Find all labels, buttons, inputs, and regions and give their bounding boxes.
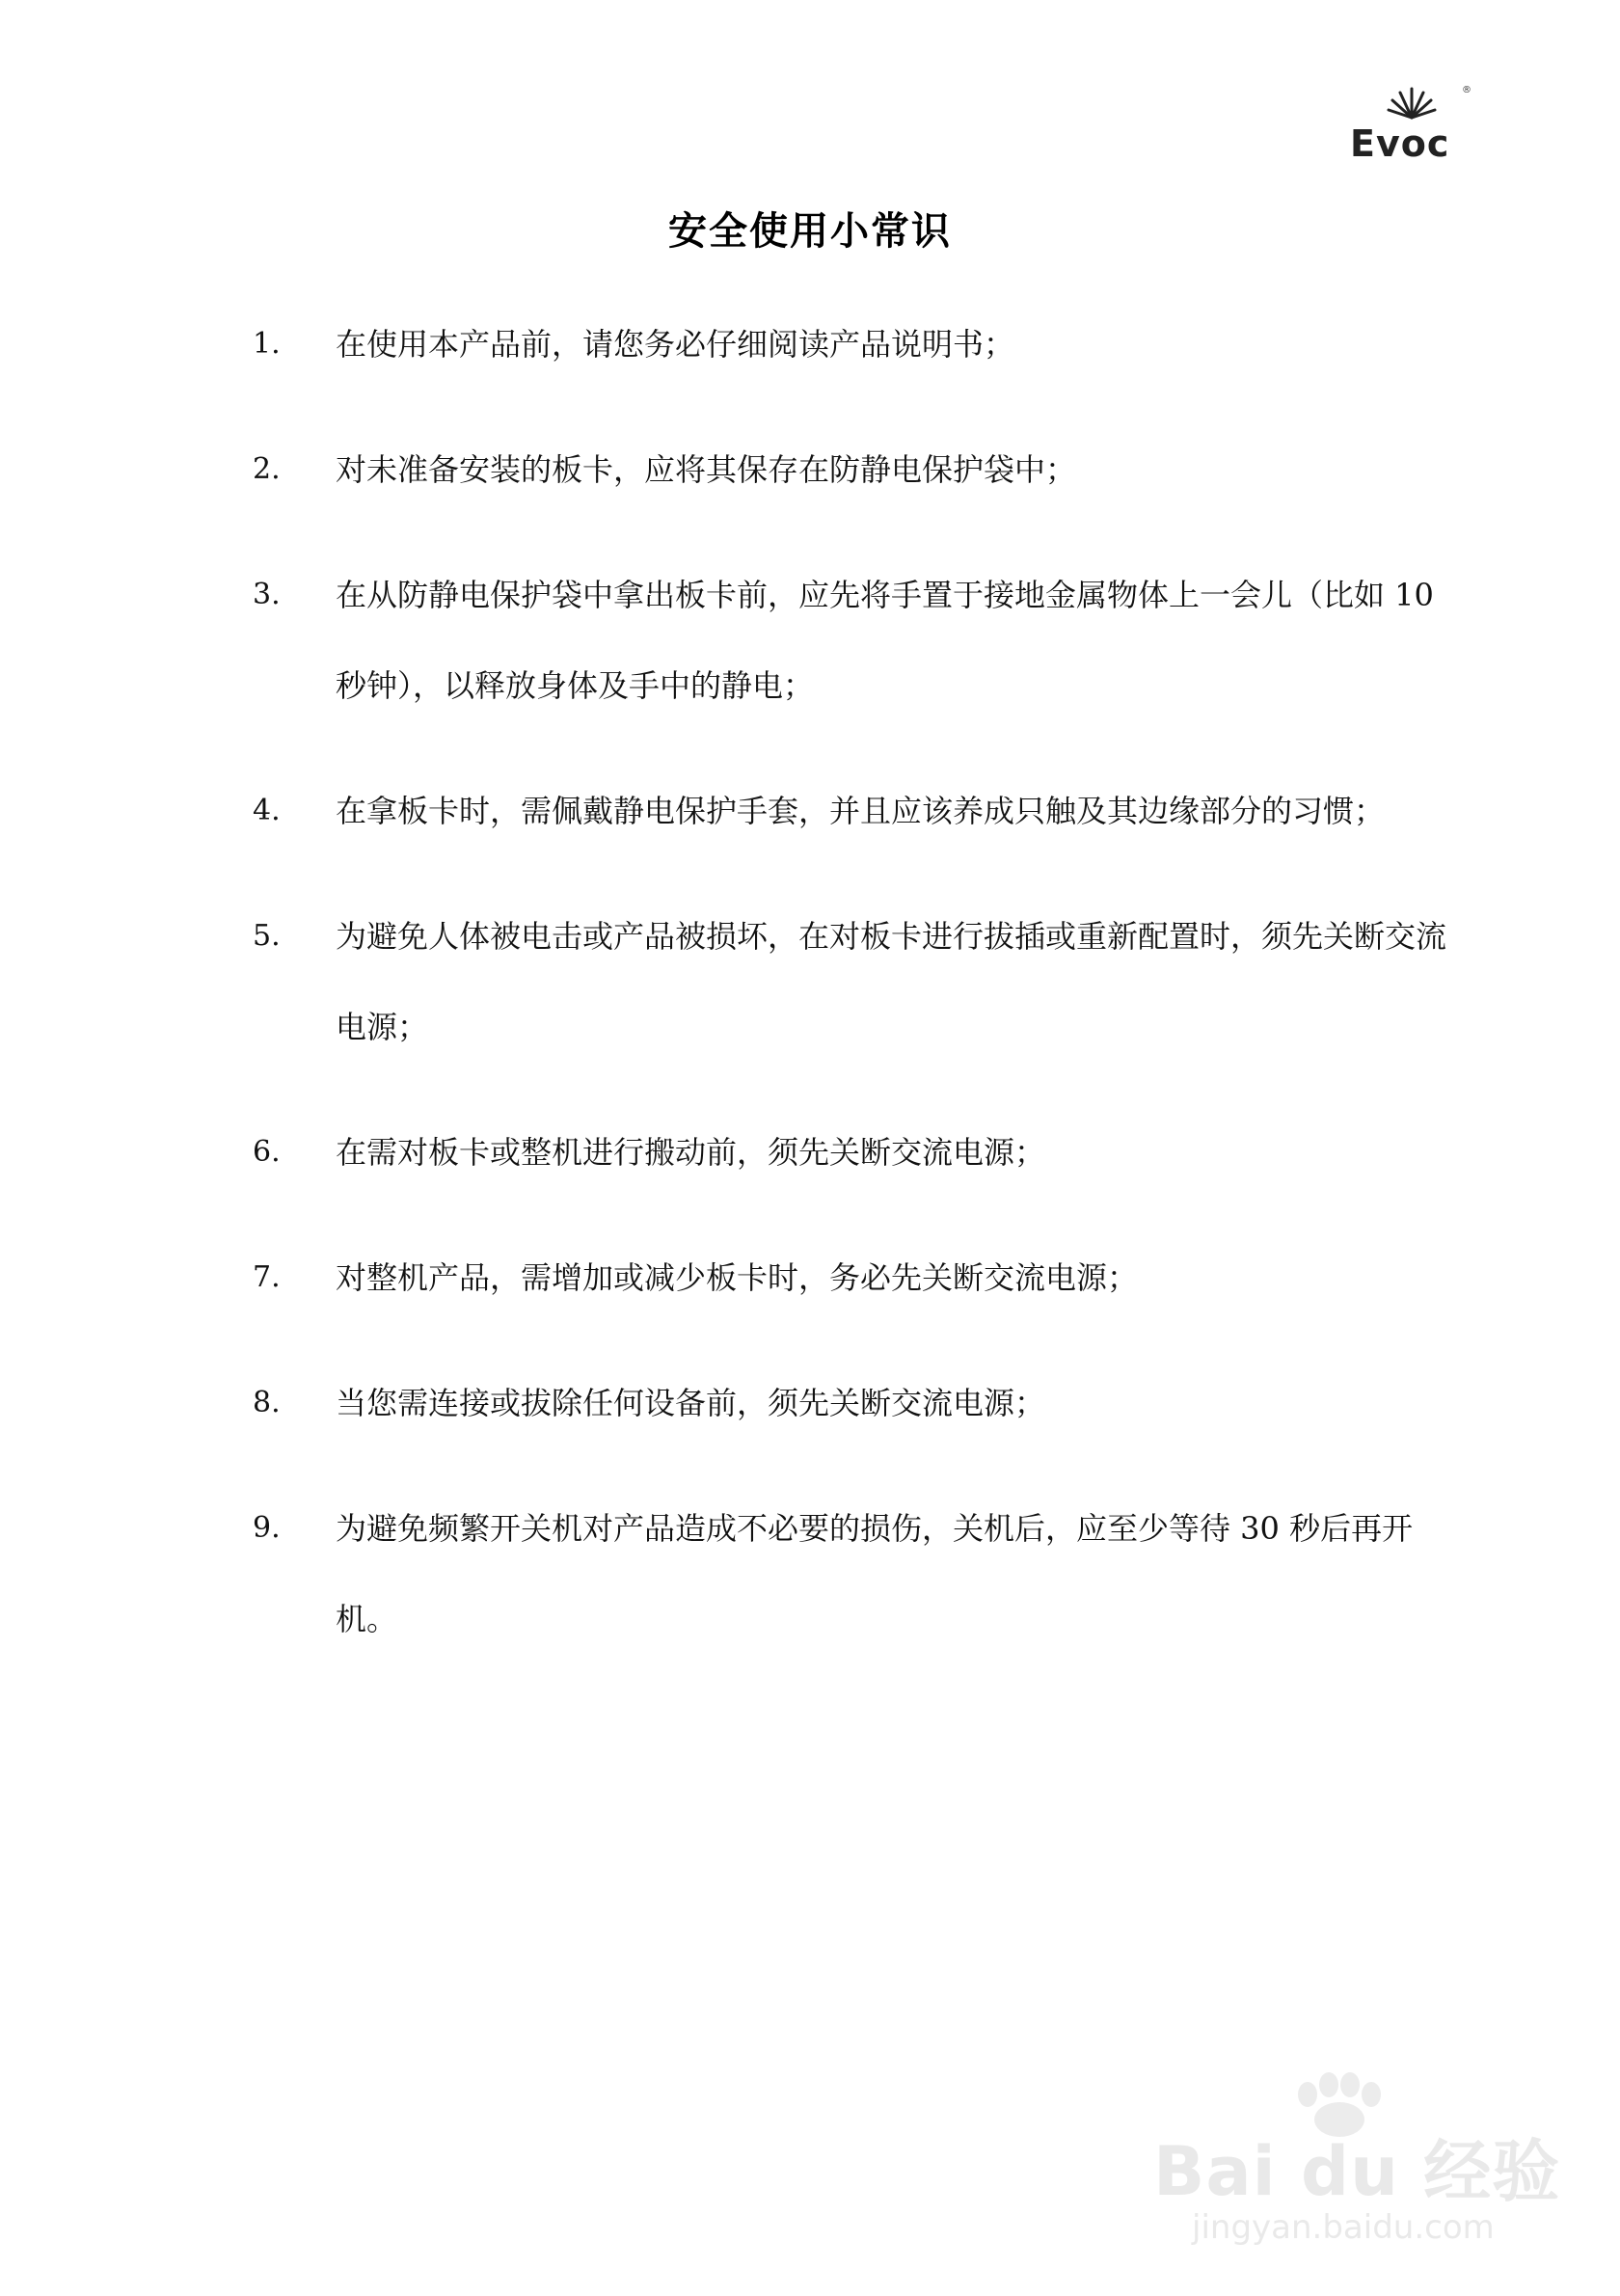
registered-mark: ® [1462, 85, 1472, 95]
list-item [253, 1483, 1468, 1664]
list-item [253, 1232, 1468, 1323]
item-number: 5. [253, 919, 281, 953]
item-number: 4. [253, 794, 281, 827]
item-text: 在需对板卡或整机进行搬动前，须先关断交流电源； [336, 1134, 1046, 1171]
logo-text: Evoc [1350, 122, 1450, 165]
list-item [253, 550, 1468, 731]
item-number: 2. [253, 452, 281, 486]
list-item [253, 891, 1468, 1072]
item-text: 为避免频繁开关机对产品造成不必要的损伤，关机后，应至少等待 30 秒后再开机。 [336, 1510, 1414, 1637]
item-text: 对未准备安装的板卡，应将其保存在防静电保护袋中； [336, 451, 1077, 488]
item-number: 9. [253, 1511, 281, 1545]
item-text: 为避免人体被电击或产品被损坏，在对板卡进行拔插或重新配置时，须先关断交流电源； [336, 918, 1447, 1045]
list-item [253, 424, 1468, 515]
evoc-logo-graphic [1348, 79, 1472, 166]
item-text: 当您需连接或拔除任何设备前，须先关断交流电源； [336, 1385, 1046, 1421]
page-title: 安全使用小常识 [668, 209, 952, 254]
item-text: 对整机产品，需增加或减少板卡时，务必先关断交流电源； [336, 1259, 1139, 1296]
item-text: 在拿板卡时，需佩戴静电保护手套，并且应该养成只触及其边缘部分的习惯； [336, 793, 1386, 829]
item-text: 在使用本产品前，请您务必仔细阅读产品说明书； [336, 326, 1015, 363]
item-number: 3. [253, 578, 281, 611]
evoc-logo [1348, 79, 1472, 166]
watermark-brand: Bai du 经验 [1153, 2132, 1561, 2211]
item-number: 7. [253, 1260, 281, 1294]
list-item [253, 766, 1468, 856]
item-text: 在从防静电保护袋中拿出板卡前，应先将手置于接地金属物体上一会儿（比如 10 秒钟），以释放身体及手中的静电； [336, 577, 1434, 704]
list-item [253, 299, 1468, 390]
item-number: 6. [253, 1135, 281, 1169]
item-number: 8. [253, 1386, 281, 1419]
baidu-jingyan-watermark [1153, 2071, 1561, 2264]
list-item [253, 1358, 1468, 1448]
safety-tips-list [253, 299, 1468, 1699]
watermark-url: jingyan.baidu.com [1192, 2208, 1495, 2247]
item-number: 1. [253, 327, 281, 361]
list-item [253, 1107, 1468, 1198]
